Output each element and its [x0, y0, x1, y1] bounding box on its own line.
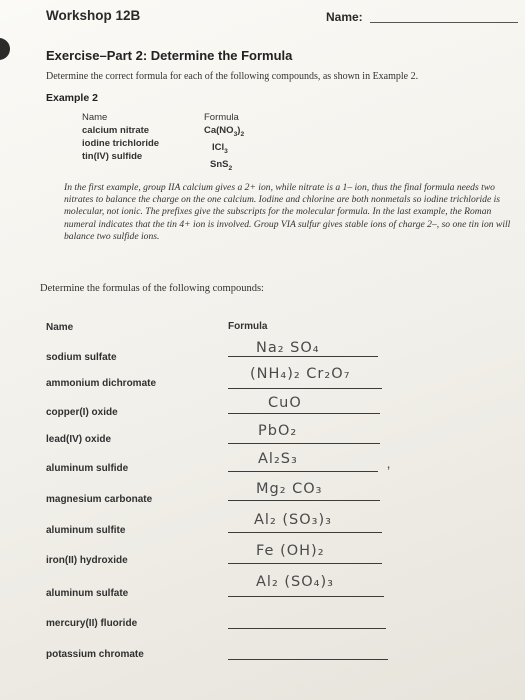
answer-line[interactable] — [228, 443, 380, 444]
formula-column-header: Formula — [228, 321, 268, 332]
example-name-header: Name — [82, 112, 108, 123]
intro-text: Determine the correct formula for each of the following compounds, as shown in Example 2. — [46, 71, 419, 82]
handwritten-answer: Al₂ (SO₄)₃ — [256, 574, 334, 590]
name-label: Name: — [326, 10, 363, 24]
compound-name: aluminum sulfide — [46, 463, 129, 474]
example-heading: Example 2 — [46, 92, 98, 104]
example-formula-column — [204, 111, 244, 175]
compound-name: aluminum sulfate — [46, 588, 129, 599]
name-field-line[interactable] — [370, 22, 518, 23]
answer-line[interactable] — [228, 413, 380, 414]
workshop-title: Workshop 12B — [46, 8, 141, 23]
example-name-3: tin(IV) sulfide — [82, 151, 143, 162]
exercise-title: Exercise–Part 2: Determine the Formula — [46, 48, 293, 63]
example-formula-header: Formula — [204, 112, 239, 123]
pen-mark: ’ — [387, 463, 391, 479]
compound-name: ammonium dichromate — [46, 378, 157, 389]
handwritten-answer: Mg₂ CO₃ — [256, 481, 323, 497]
example-formula-1: $Ca(NO_3)_2$ — [204, 125, 245, 138]
name-column-header: Name — [46, 322, 74, 333]
compound-name: iron(II) hydroxide — [46, 555, 128, 566]
compound-name: lead(IV) oxide — [46, 434, 112, 445]
answer-line[interactable] — [228, 356, 378, 357]
answer-line[interactable] — [228, 500, 380, 501]
explanation-paragraph: In the first example, group IIA calcium gives a 2+ ion, while nitrate is a 1– ion, thus the final formula needs two nitrates to balance the charge on the one calcium. Iodine and chlorine are both nonmetals so iodine trichloride is molecular, not ionic. The prefixes give the subscripts for the molecular formula. In the last example, the Roman numeral indicates that the tin 4+ ion is involved. Group VIA sulfur gives stable ions of charge 2–, so one tin ion will balance two sulfide ions. — [64, 182, 511, 242]
handwritten-answer: Na₂ SO₄ — [256, 340, 320, 356]
handwritten-answer: Fe (OH)₂ — [256, 543, 325, 559]
answer-line[interactable] — [228, 596, 384, 597]
handwritten-answer: Al₂ (SO₃)₃ — [254, 512, 332, 528]
answer-line[interactable] — [228, 628, 386, 629]
example-name-1: calcium nitrate — [82, 125, 150, 136]
compound-name: potassium chromate — [46, 649, 144, 660]
compound-name: magnesium carbonate — [46, 494, 153, 505]
example-name-2: iodine trichloride — [82, 138, 160, 149]
handwritten-answer: (NH₄)₂ Cr₂O₇ — [250, 366, 351, 382]
answer-line[interactable] — [228, 532, 382, 533]
compound-name: copper(I) oxide — [46, 407, 118, 418]
example-formula-2: ICl$_3$ — [212, 141, 228, 155]
example-formula-3: SnS$_2$ — [210, 158, 233, 172]
compound-name: mercury(II) fluoride — [46, 618, 138, 629]
instructions: Determine the formulas of the following compounds: — [40, 283, 264, 294]
answer-line[interactable] — [228, 659, 388, 660]
answer-line[interactable] — [228, 471, 378, 472]
handwritten-answer: PbO₂ — [258, 423, 298, 439]
compound-name: sodium sulfate — [46, 352, 117, 363]
handwritten-answer: Al₂S₃ — [258, 451, 298, 467]
answer-line[interactable] — [228, 388, 382, 389]
binder-hole — [0, 38, 10, 60]
handwritten-answer: CuO — [268, 395, 302, 411]
example-name-column — [82, 111, 159, 163]
compound-name: aluminum sulfite — [46, 525, 126, 536]
answer-line[interactable] — [228, 563, 382, 564]
